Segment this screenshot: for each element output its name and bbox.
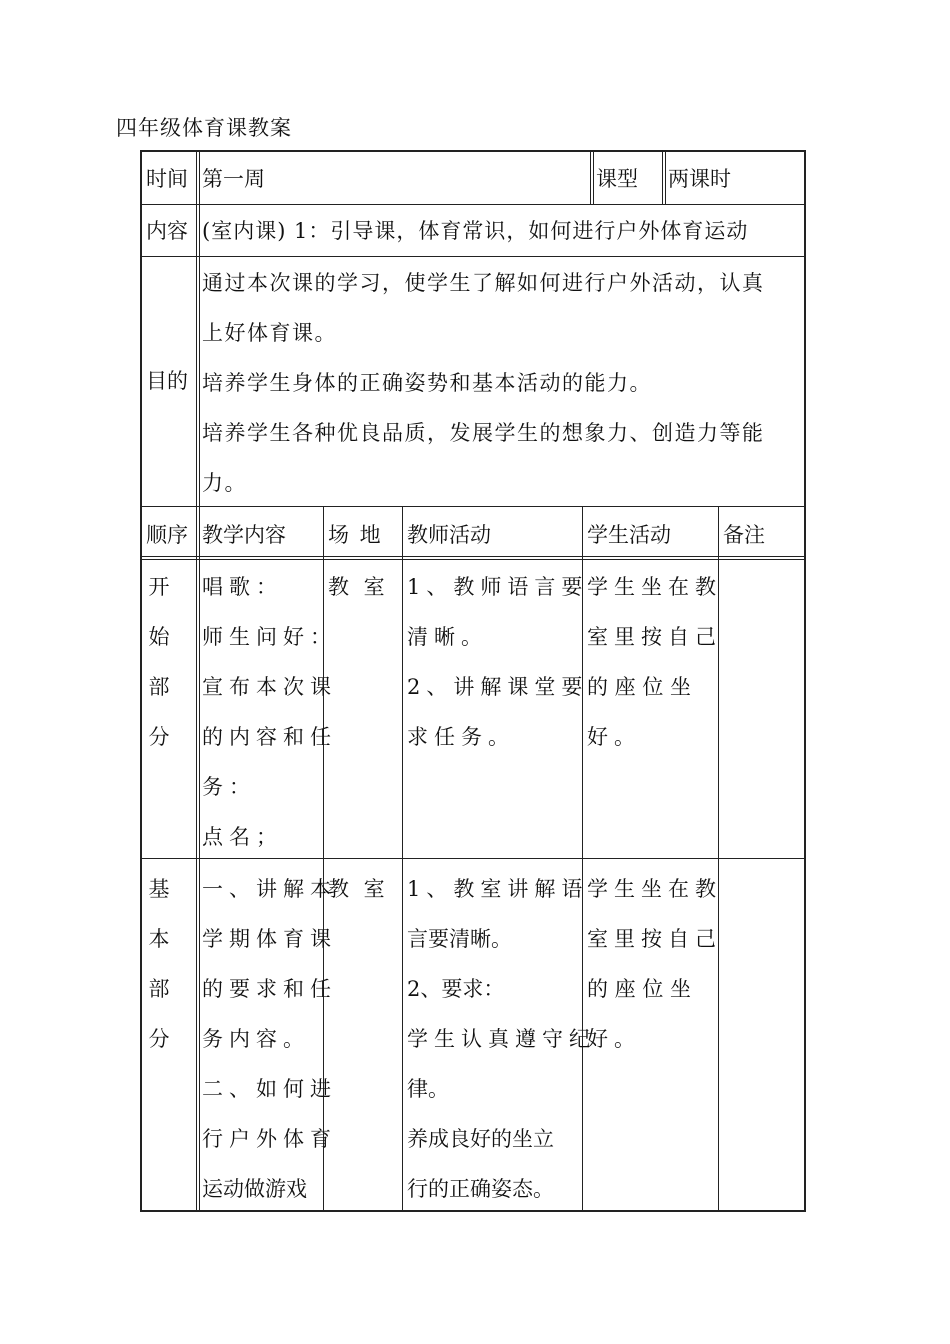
column-header-venue: 场 地 [328,523,383,547]
purpose-line: 培养学生身体的正确姿势和基本活动的能力。 [202,371,652,395]
column-divider [196,152,197,1210]
purpose-label: 目的 [146,369,188,393]
purpose-line: 通过本次课的学习，使学生了解如何进行户外活动，认真 [202,271,765,295]
type-value: 两课时 [668,167,731,191]
row-divider [142,204,804,205]
column-divider [402,506,403,1210]
section-student-activity: 学生坐在教 室里按自己 的 座 位 坐 好。 [587,877,722,1051]
section-content: 唱歌： 师生问好： 宣布本次课 的内容和任 务： 点名； [202,575,337,849]
column-divider [662,152,663,204]
content-value: (室内课) 1：引导课，体育常识，如何进行户外体育运动 [202,219,749,243]
column-header-order: 顺序 [146,523,188,547]
section-student-activity: 学生坐在教 室里按自己 的 座 位 坐 好。 [587,575,722,749]
lesson-plan-table [140,150,806,1212]
document-title: 四年级体育课教案 [116,116,292,140]
section-teacher-activity: 1、教室讲解语 言要清晰。 2、要求： 学生认真遵守纪 律。 养成良好的坐立 行的正确姿态。 [407,877,596,1201]
column-header-content: 教学内容 [202,523,286,547]
section-venue: 教 室 [328,877,389,901]
section-teacher-activity: 1、教师语言要 清晰。 2、讲解课堂要 求任务。 [407,575,589,749]
column-header-student: 学生活动 [587,523,671,547]
column-header-teacher: 教师活动 [407,523,491,547]
column-header-note: 备注 [723,523,765,547]
section-content: 一、讲解本 学期体育课 的要求和任 务内容。 二、如何进 行户外体育 运动做游戏 [202,877,337,1201]
purpose-line: 上好体育课。 [202,321,337,345]
section-venue: 教 室 [328,575,389,599]
section-order-basic: 基 本 部 分 [148,877,170,1051]
purpose-line: 力。 [202,471,247,495]
section-order-start: 开 始 部 分 [148,575,170,749]
type-label: 课型 [596,167,638,191]
time-label: 时间 [146,167,188,191]
time-value: 第一周 [202,167,265,191]
row-divider [142,256,804,257]
purpose-line: 培养学生各种优良品质，发展学生的想象力、创造力等能 [202,421,765,445]
content-label: 内容 [146,219,188,243]
column-divider [590,152,591,204]
